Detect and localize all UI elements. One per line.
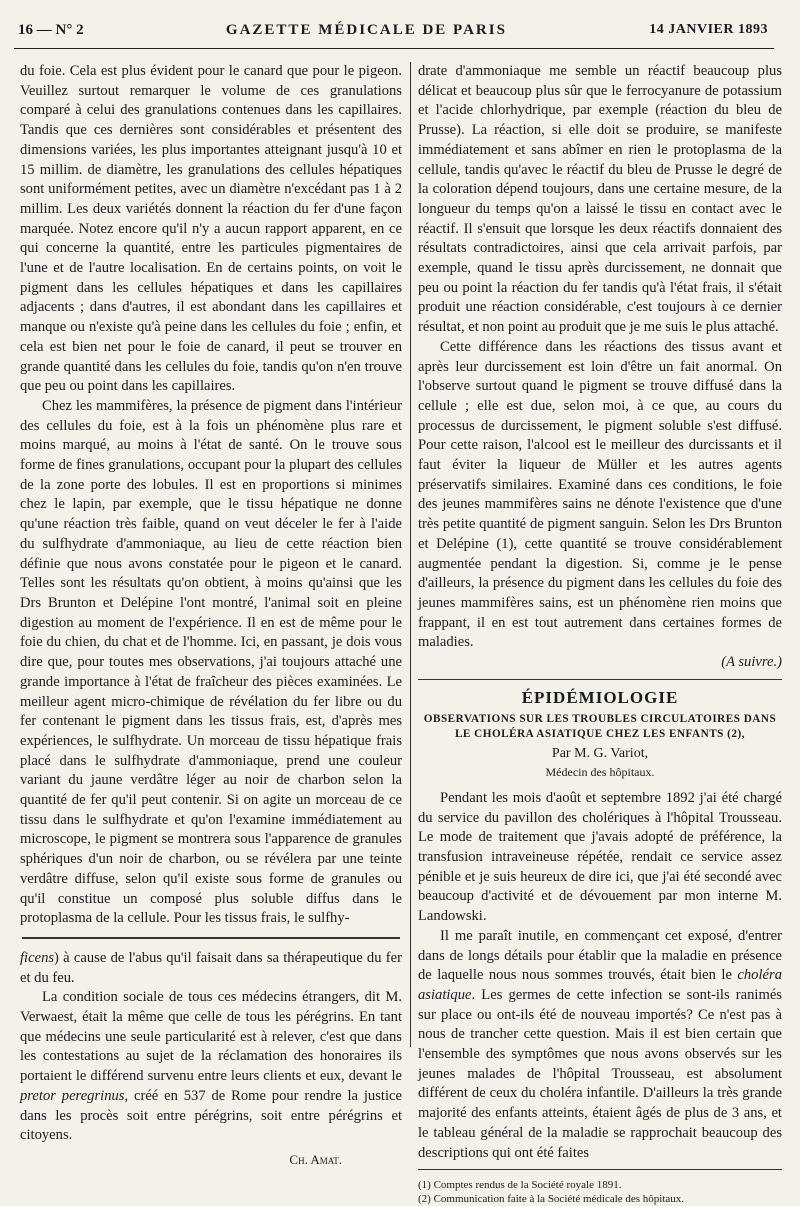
para2-part2: . Les germes de cette infection se sont-ils ranimés sur place ou ont-ils été de nouveau importés? Ce n'est pas à nous de trancher cette question. Mais il est bien certain que l'ensemble des symptômes que nous avons observés sur les jeunes malades de l'hôpital Trousseau, est absolument différent de ceux du choléra infantile. D'ailleurs la très grande majorité des enfants atteints, étaient âgés de plus de 3 ans, et le tableau général de la maladie se rapprochait beaucoup des descriptions qui ont été faites <box>418 986 782 1161</box>
running-head <box>18 18 768 42</box>
left-paragraph-1: du foie. Cela est plus évident pour le canard que pour le pigeon. Veuillez surtout remarquer le volume de ces granulations comparé à celui des granulations contenues dans les capillaires. Tandis que ces dernières sont considérables et présentent des dimensions variées, les plus importantes atteignant jusqu'à 10 et 15 millim. de diamètre, les granulations des cellules hépatiques sont uniformément petites, avec un diamètre n'excédant pas 1 à 2 millim. Les deux variétés donnent la réaction du fer d'une façon marquée. Notez encore qu'il n'y a aucun rapport apparent, en ce qui concerne la quantité, entre les particules pigmentaires de l'une et de l'autre localisation. En de certains points, on voit le pigment dans les cellules hépatiques et dans les capillaires adjacents ; dans d'autres, il est abondant dans les capillaires et manque ou n'existe qu'à peine dans les cellules du foie ; enfin, et cela est bien net pour le foie de canard, il peut se trouver en grande quantité dans les cellules du foie, tandis qu'on n'en trouve que peu ou point dans les capillaires. <box>20 63 402 395</box>
page-number: 16 — N° 2 <box>18 21 84 38</box>
lower-paragraph-part1: La condition sociale de tous ces médecins étrangers, dit M. Verwaest, était la même que celle de tous les pérégrins. En tant que médecins une seule particularité est à relever, c'est que dans les contestations au sujet de la réclamation des honoraires ils portaient le différend survenu entre leurs clients et eux, devant le <box>20 989 402 1085</box>
para2-part1: Il me paraît inutile, en commençant cet exposé, d'entrer dans de longs détails pour établir que la maladie en présence de laquelle nous nous sommes trouvés, était bien le <box>418 927 782 984</box>
footnote-2: (2) Communication faite à la Société médicale des hôpitaux. <box>418 1193 685 1206</box>
article-paragraph-1: Pendant les mois d'août et septembre 1892 j'ai été chargé du service du pavillon des cholériques à l'hôpital Trousseau. Le mode de traitement que j'avais adopté de préférence, la transfusion intraveineuse répétée, rendait ce service assez pénible et je suis heureux de dire ici, que j'ai été secondé avec beaucoup d'activité et de dévouement par mon interne M. Landowski. <box>418 789 782 925</box>
to-be-continued: (A suivre.) <box>721 654 782 671</box>
left-column <box>20 62 402 1167</box>
article-title: OBSERVATIONS SUR LES TROUBLES CIRCULATOIRES DANS LE CHOLÉRA ASIATIQUE CHEZ LES ENFANTS (2), <box>423 712 777 740</box>
right-column <box>418 62 782 1206</box>
footnotes <box>418 1178 782 1206</box>
article-paragraph-2 <box>418 927 782 1163</box>
footnote-1: (1) Comptes rendus de la Société royale 1891. <box>418 1179 622 1192</box>
author-role: Médecin des hôpitaux. <box>545 765 655 780</box>
header-rule <box>14 48 774 49</box>
column-divider <box>410 62 411 1047</box>
section-title: ÉPIDÉMIOLOGIE <box>521 687 679 707</box>
para2-italic: choléra asiatique <box>418 967 782 1003</box>
lower-paragraph-part2: , créé en 537 de Rome pour rendre la justice dans les procès soit entre pérégrins, soit entre pérégrins et citoyens. <box>20 1087 402 1144</box>
fragment-italic: ficens <box>20 949 55 966</box>
previous-article-paragraph <box>20 988 402 1146</box>
article-separator <box>22 937 400 939</box>
lower-paragraph-italic: pretor peregrinus <box>20 1087 125 1104</box>
footnote-rule <box>418 1169 782 1170</box>
right-paragraph-2: Cette différence dans les réactions des tissus avant et après leur durcissement est loin d'être un fait anormal. On l'observe surtout quand le pigment se trouve diffusé dans la cellule ; elle est due, selon moi, à ce que, au cours du processus de durcissement, le pigment soluble s'est diffusé. Pour cette raison, l'alcool est le meilleur des durcissants et il faut éviter la liqueur de Müller et les autres agents préservatifs similaires. Examiné dans ces conditions, le foie des jeunes mammifères sains ne dénote l'existence que d'une très petite quantité de pigment sanguin. Selon les Drs Brunton et Delépine (1), cette quantité se trouve considérablement augmentée pendant la digestion. Si, comme je le pense d'ailleurs, la présence du pigment dans les cellules du foie des jeunes mammifères sains, est un phénomène rien moins que frappant, il en est tout autrement dans certaines formes de maladies. <box>418 338 782 651</box>
journal-title: GAZETTE MÉDICALE DE PARIS <box>225 21 507 38</box>
fragment-rest: ) à cause de l'abus qu'il faisait dans sa thérapeutique du fer et du feu. <box>20 949 402 986</box>
left-paragraph-2: Chez les mammifères, la présence de pigment dans l'intérieur des cellules du foie, est à la fois un phénomène plus rare et moins marqué, au moins à l'état de santé. On le trouve sous forme de fines granulations, occupant pour la plupart des cellules de la zone porte des lobules. Il est en proportions si minimes chez le lapin, par exemple, que le tissu hépatique ne donne qu'une réaction très faible, quand on veut déceler le fer à l'aide du sulfhydrate d'ammoniaque, au lieu de cette réaction bien définie que nous avons constatée pour le pigeon et le canard. Telles sont les résultats qu'on obtient, à moins qu'ainsi que les Drs Brunton et Delépine l'ont montré, l'animal soit en pleine digestion au moment de l'expérience. Il en est de même pour le foie du chien, du chat et de l'homme. Ici, en passant, je dois vous dire que, pour toutes mes observations, j'ai toujours attaché une grande importance à l'état de fraîcheur des pièces examinées. Le meilleur agent micro-chimique de révélation du fer libre ou du fer contenant le pigment dans les tissus frais, est, d'après mes expériences, le sulfhydrate. Un morceau de tissu hépatique frais placé dans le sulfhydrate d'ammoniaque, prend une couleur variant du jaune verdâtre léger au noir de charbon selon la quantité de fer qu'il peut contenir. Si on agite un morceau de ce tissu dans le sulfhydrate et qu'on l'examine immédiatement au microscope, le pigment se montrera sous l'apparence de granules sphériques d'un noir de charbon, ou se révélera par une teinte verdâtre diffuse, selon qu'il existe sous forme de granules ou qu'il constitue un composé plus soluble diffus dans le protoplasma de la cellule. Pour les tissus frais, le sulfhy- <box>20 397 402 927</box>
article-author: Par M. G. Variot, <box>551 745 649 761</box>
right-paragraph-1: drate d'ammoniaque me semble un réactif beaucoup plus délicat et beaucoup plus sûr que le ferrocyanure de potassium et l'acide chlorhydrique, par exemple (réaction du bleu de Prusse). La réaction, si elle doit se produire, se manifeste immédiatement et sans abîmer en rien le protoplasma de la cellule, tandis qu'avec le réactif du bleu de Prusse le degré de la coloration dépend toujours, dans une certaine mesure, de la longueur du temps qu'on a laissé le tissu en contact avec le réactif. Il s'ensuit que lorsque les deux réactifs donnaient des résultats contradictoires, ainsi que cela arrivait parfois, par exemple, quand le tissu après durcissement, ne donnait que peu ou point la réaction du fer tandis qu'à l'état frais, il s'était produit une réaction considérable, c'est toujours à ce dernier résultat, et non point au produit que je me suis le plus attaché. <box>418 63 782 336</box>
previous-article-fragment <box>20 949 402 988</box>
issue-date: 14 JANVIER 1893 <box>649 22 768 37</box>
section-rule <box>418 679 782 680</box>
author-signature: Ch. Amat. <box>289 1151 342 1167</box>
